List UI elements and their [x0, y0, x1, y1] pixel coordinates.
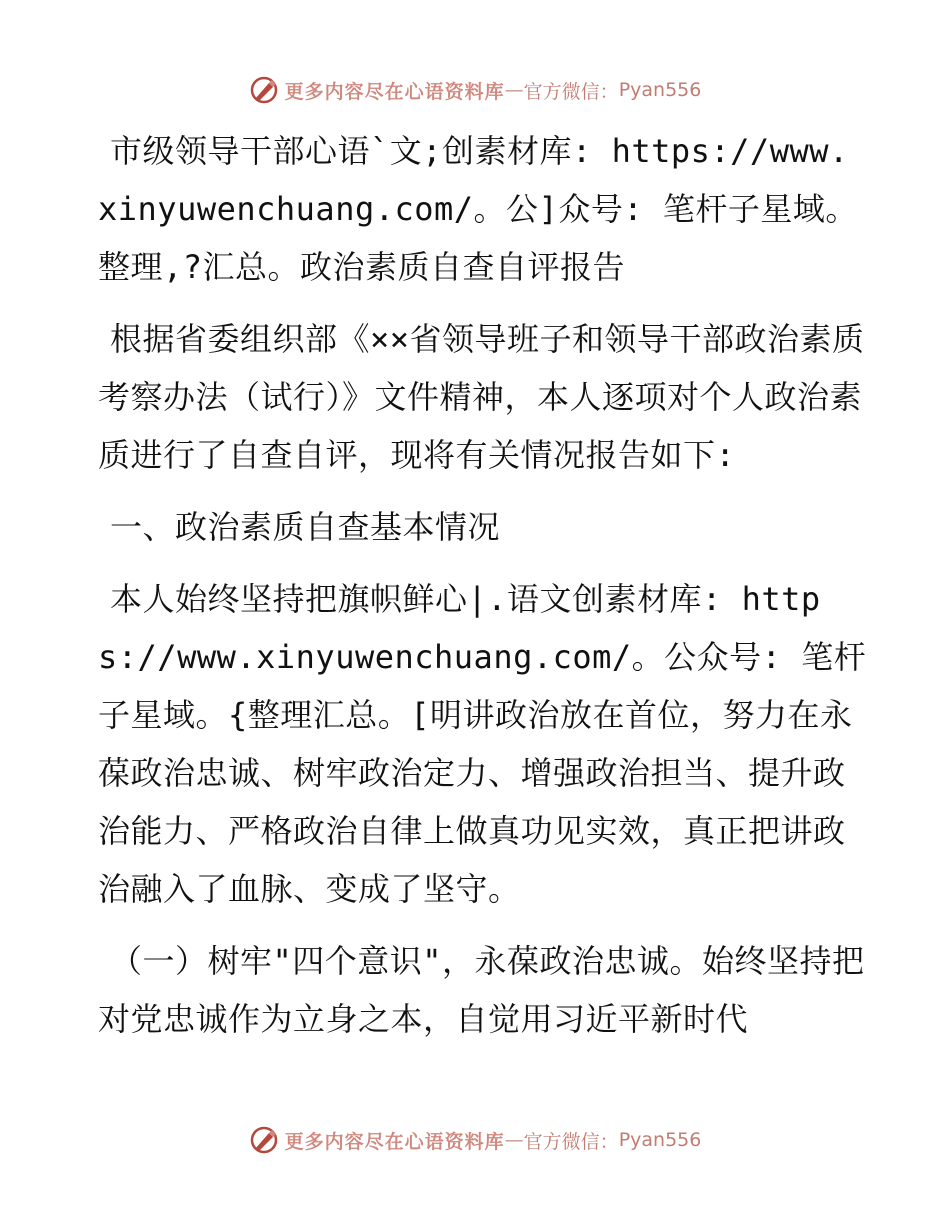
- document-paragraph-5: [98, 932, 868, 1048]
- document-paragraph-2: [98, 310, 868, 484]
- watermark-wechat-id: Pyan556: [618, 79, 702, 101]
- section-heading-text: 一、政治素质自查基本情况: [110, 508, 501, 546]
- pen-logo-icon: [249, 75, 279, 105]
- watermark-wechat-id: Pyan556: [618, 1129, 702, 1151]
- document-paragraph-4: [98, 570, 868, 918]
- footer-watermark-banner: [0, 1122, 950, 1158]
- pen-logo-icon: [249, 1125, 279, 1155]
- watermark-contact-label: 官方微信：: [523, 1130, 619, 1153]
- paragraph-5-text: （一）树牢"四个意识"，永葆政治忠诚。始终坚持把对党忠诚作为立身之本，自觉用习近平新时代: [98, 942, 865, 1038]
- watermark-contact-label: 官方微信：: [523, 80, 619, 103]
- header-watermark-banner: [0, 72, 950, 108]
- paragraph-1-text: 市级领导干部心语`文;创素材库: https://www.xinyuwenchuang.com/。公]众号: 笔杆子星域。整理,?汇总。政治素质自查自评报告: [98, 132, 858, 286]
- document-body: [98, 122, 868, 1062]
- paragraph-2-text: 根据省委组织部《××省领导班子和领导干部政治素质考察办法（试行）》文件精神，本人逐项对个人政治素质进行了自查自评，现将有关情况报告如下:: [98, 320, 865, 474]
- watermark-brand-text: 更多内容尽在心语资料库: [284, 80, 505, 103]
- paragraph-4-text: 本人始终坚持把旗帜鲜心|.语文创素材库: https://www.xinyuwenchuang.com/。公众号: 笔杆子星域。{整理汇总。[明讲政治放在首位，努力在永葆政治忠诚、树牢政治定力、增强政治担当、提升政治能力、严格政治自律上做真功见实效，真正把讲政治融入了血脉、变成了坚守。: [98, 580, 867, 908]
- section-heading: [98, 498, 868, 556]
- watermark-brand-text: 更多内容尽在心语资料库: [284, 1130, 505, 1153]
- watermark-separator: —: [504, 79, 524, 101]
- document-paragraph-1: [98, 122, 868, 296]
- watermark-separator: —: [504, 1129, 524, 1151]
